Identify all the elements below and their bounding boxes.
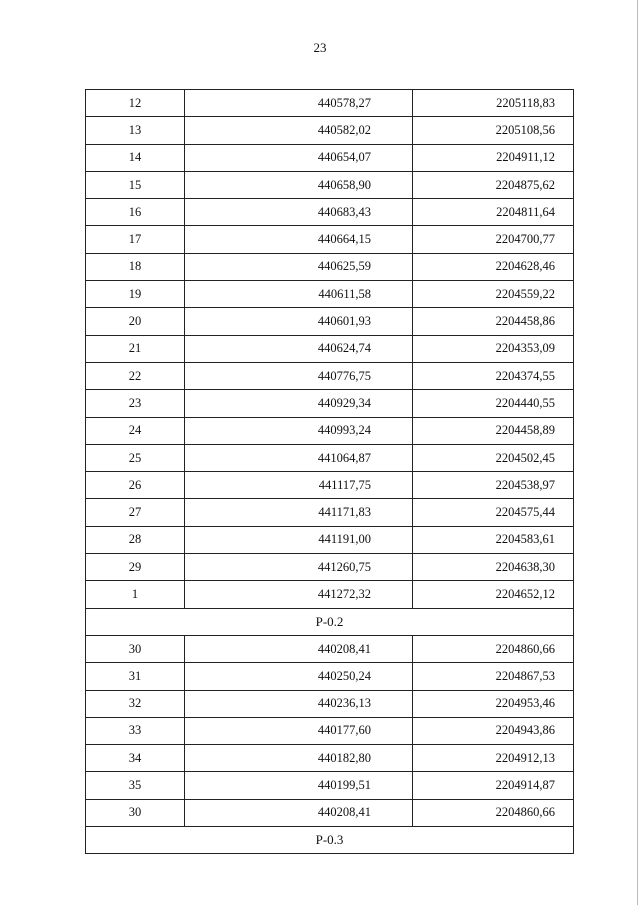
x-coordinate-cell: 440625,59 — [185, 253, 413, 280]
table-row — [86, 772, 574, 799]
y-coordinate-cell: 2204914,87 — [413, 772, 574, 799]
point-number-cell: 32 — [86, 690, 185, 717]
section-label: Р-0.2 — [86, 608, 574, 635]
x-coordinate-cell: 441171,83 — [185, 499, 413, 526]
table-row — [86, 444, 574, 471]
point-number-cell: 16 — [86, 199, 185, 226]
point-number-cell: 27 — [86, 499, 185, 526]
y-coordinate-cell: 2204440,55 — [413, 390, 574, 417]
table-row — [86, 717, 574, 744]
table-row — [86, 472, 574, 499]
point-number-cell: 34 — [86, 745, 185, 772]
point-number-cell: 13 — [86, 117, 185, 144]
x-coordinate-cell: 440624,74 — [185, 335, 413, 362]
x-coordinate-cell: 441064,87 — [185, 444, 413, 471]
x-coordinate-cell: 441191,00 — [185, 526, 413, 553]
coordinates-table-body — [86, 90, 574, 854]
table-row — [86, 308, 574, 335]
table-row — [86, 226, 574, 253]
table-row — [86, 581, 574, 608]
y-coordinate-cell: 2204458,89 — [413, 417, 574, 444]
y-coordinate-cell: 2204458,86 — [413, 308, 574, 335]
point-number-cell: 15 — [86, 171, 185, 198]
x-coordinate-cell: 441117,75 — [185, 472, 413, 499]
x-coordinate-cell: 440664,15 — [185, 226, 413, 253]
y-coordinate-cell: 2204700,77 — [413, 226, 574, 253]
point-number-cell: 14 — [86, 144, 185, 171]
point-number-cell: 30 — [86, 799, 185, 826]
table-row — [86, 526, 574, 553]
x-coordinate-cell: 440658,90 — [185, 171, 413, 198]
x-coordinate-cell: 440776,75 — [185, 362, 413, 389]
table-row — [86, 390, 574, 417]
table-row — [86, 281, 574, 308]
point-number-cell: 28 — [86, 526, 185, 553]
x-coordinate-cell: 440654,07 — [185, 144, 413, 171]
y-coordinate-cell: 2204875,62 — [413, 171, 574, 198]
section-header-row — [86, 827, 574, 854]
point-number-cell: 18 — [86, 253, 185, 280]
y-coordinate-cell: 2204867,53 — [413, 663, 574, 690]
point-number-cell: 23 — [86, 390, 185, 417]
point-number-cell: 31 — [86, 663, 185, 690]
point-number-cell: 12 — [86, 90, 185, 117]
point-number-cell: 25 — [86, 444, 185, 471]
y-coordinate-cell: 2204652,12 — [413, 581, 574, 608]
section-label: Р-0.3 — [86, 827, 574, 854]
y-coordinate-cell: 2204912,13 — [413, 745, 574, 772]
table-row — [86, 663, 574, 690]
y-coordinate-cell: 2204638,30 — [413, 554, 574, 581]
table-row — [86, 199, 574, 226]
y-coordinate-cell: 2205108,56 — [413, 117, 574, 144]
point-number-cell: 22 — [86, 362, 185, 389]
y-coordinate-cell: 2204953,46 — [413, 690, 574, 717]
point-number-cell: 35 — [86, 772, 185, 799]
table-row — [86, 690, 574, 717]
section-header-row — [86, 608, 574, 635]
x-coordinate-cell: 440683,43 — [185, 199, 413, 226]
table-row — [86, 90, 574, 117]
point-number-cell: 29 — [86, 554, 185, 581]
point-number-cell: 24 — [86, 417, 185, 444]
table-row — [86, 554, 574, 581]
x-coordinate-cell: 440182,80 — [185, 745, 413, 772]
y-coordinate-cell: 2204575,44 — [413, 499, 574, 526]
point-number-cell: 26 — [86, 472, 185, 499]
scan-edge-line — [637, 0, 638, 905]
y-coordinate-cell: 2204538,97 — [413, 472, 574, 499]
x-coordinate-cell: 440578,27 — [185, 90, 413, 117]
x-coordinate-cell: 440236,13 — [185, 690, 413, 717]
y-coordinate-cell: 2204353,09 — [413, 335, 574, 362]
y-coordinate-cell: 2204860,66 — [413, 635, 574, 662]
table-row — [86, 745, 574, 772]
table-row — [86, 362, 574, 389]
table-row — [86, 144, 574, 171]
x-coordinate-cell: 440993,24 — [185, 417, 413, 444]
x-coordinate-cell: 440250,24 — [185, 663, 413, 690]
point-number-cell: 21 — [86, 335, 185, 362]
table-row — [86, 335, 574, 362]
table-row — [86, 171, 574, 198]
y-coordinate-cell: 2204374,55 — [413, 362, 574, 389]
point-number-cell: 33 — [86, 717, 185, 744]
y-coordinate-cell: 2204559,22 — [413, 281, 574, 308]
x-coordinate-cell: 441272,32 — [185, 581, 413, 608]
y-coordinate-cell: 2204628,46 — [413, 253, 574, 280]
x-coordinate-cell: 440208,41 — [185, 799, 413, 826]
y-coordinate-cell: 2204583,61 — [413, 526, 574, 553]
y-coordinate-cell: 2204943,86 — [413, 717, 574, 744]
point-number-cell: 17 — [86, 226, 185, 253]
y-coordinate-cell: 2204860,66 — [413, 799, 574, 826]
y-coordinate-cell: 2204911,12 — [413, 144, 574, 171]
x-coordinate-cell: 440611,58 — [185, 281, 413, 308]
x-coordinate-cell: 440199,51 — [185, 772, 413, 799]
table-row — [86, 499, 574, 526]
x-coordinate-cell: 440929,34 — [185, 390, 413, 417]
x-coordinate-cell: 440177,60 — [185, 717, 413, 744]
point-number-cell: 1 — [86, 581, 185, 608]
table-row — [86, 417, 574, 444]
table-row — [86, 117, 574, 144]
x-coordinate-cell: 440582,02 — [185, 117, 413, 144]
table-row — [86, 799, 574, 826]
x-coordinate-cell: 440208,41 — [185, 635, 413, 662]
page-number: 23 — [313, 40, 327, 55]
point-number-cell: 19 — [86, 281, 185, 308]
x-coordinate-cell: 441260,75 — [185, 554, 413, 581]
y-coordinate-cell: 2204811,64 — [413, 199, 574, 226]
x-coordinate-cell: 440601,93 — [185, 308, 413, 335]
coordinates-table — [85, 89, 574, 854]
y-coordinate-cell: 2205118,83 — [413, 90, 574, 117]
y-coordinate-cell: 2204502,45 — [413, 444, 574, 471]
table-row — [86, 635, 574, 662]
point-number-cell: 30 — [86, 635, 185, 662]
table-row — [86, 253, 574, 280]
point-number-cell: 20 — [86, 308, 185, 335]
